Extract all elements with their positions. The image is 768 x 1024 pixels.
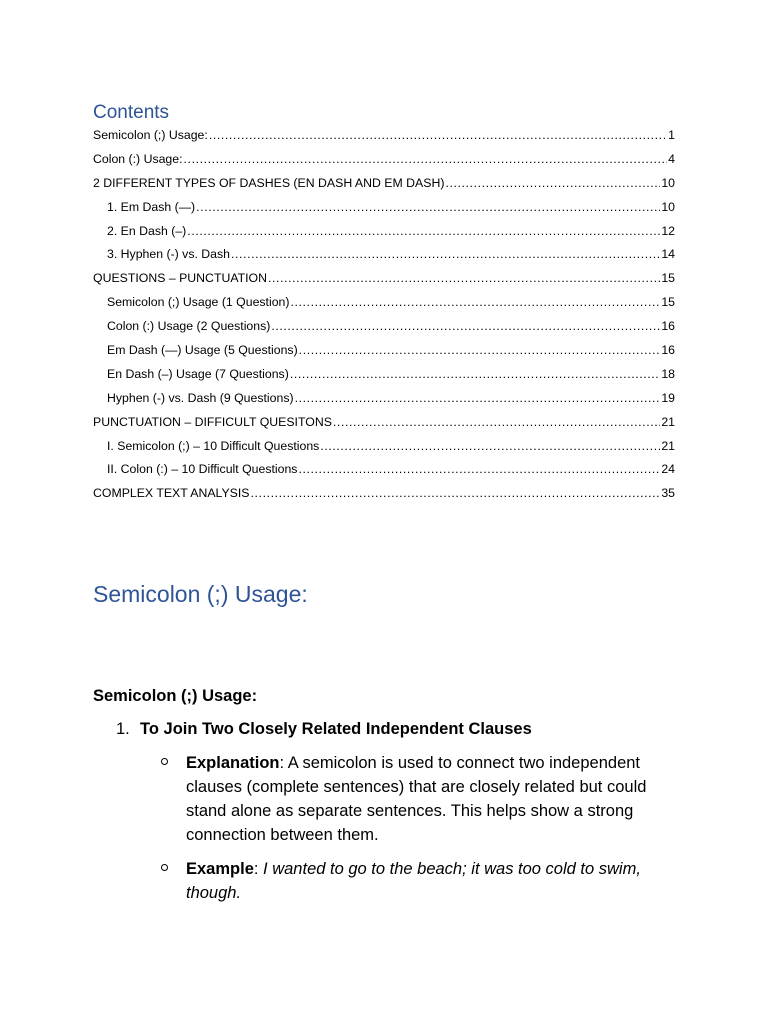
example-text: I wanted to go to the beach; it was too cold to swim, though.: [186, 860, 641, 902]
toc-page-number: 35: [661, 486, 675, 501]
toc-page-number: 10: [661, 199, 675, 214]
toc-entry-text: Hyphen (-) vs. Dash (9 Questions): [107, 390, 294, 405]
toc-dot-leader: [333, 411, 660, 435]
toc-entry[interactable]: [93, 196, 675, 220]
toc-dot-leader: [299, 339, 661, 363]
toc-entry[interactable]: [93, 291, 675, 315]
toc-entry-text: PUNCTUATION – DIFFICULT QUESITONS: [93, 414, 332, 429]
toc-dot-leader: [209, 124, 667, 148]
toc-entry-text: 1. Em Dash (—): [107, 199, 196, 214]
toc-page-number: 4: [668, 151, 675, 166]
hollow-bullet-icon: [161, 758, 168, 765]
toc-entry-text: En Dash (–) Usage (7 Questions): [107, 366, 289, 381]
toc-entry-text: II. Colon (:) – 10 Difficult Questions: [107, 462, 298, 477]
toc-entry[interactable]: [93, 411, 675, 435]
explanation-bullet: [161, 751, 675, 847]
toc-entry-text: I. Semicolon (;) – 10 Difficult Questions: [107, 438, 320, 453]
example-bullet: [161, 857, 675, 905]
toc-dot-leader: [271, 315, 660, 339]
item-number: 1.: [116, 720, 130, 738]
toc-page-number: 24: [661, 462, 675, 477]
toc-dot-leader: [290, 291, 660, 315]
toc-entry[interactable]: [93, 243, 675, 267]
explanation-text: : A semicolon is used to connect two independent clauses (complete sentences) that are closely related but could stand alone as separate sentences. This helps show a strong connection between them.: [186, 754, 647, 844]
toc-entry-text: Em Dash (—) Usage (5 Questions): [107, 343, 298, 358]
toc-page-number: 14: [661, 247, 675, 262]
toc-entry[interactable]: [93, 363, 675, 387]
toc-page-number: 16: [661, 343, 675, 358]
toc-page-number: 21: [661, 438, 675, 453]
toc-page-number: 16: [661, 319, 675, 334]
toc-entry[interactable]: [93, 172, 675, 196]
toc-dot-leader: [295, 387, 661, 411]
toc-page-number: 15: [661, 271, 675, 286]
numbered-item: [116, 717, 532, 741]
toc-entry-text: Colon (:) Usage:: [93, 151, 183, 166]
toc-entry[interactable]: [93, 124, 675, 148]
toc-dot-leader: [268, 267, 660, 291]
toc-page-number: 12: [661, 223, 675, 238]
toc-entry-text: QUESTIONS – PUNCTUATION: [93, 271, 267, 286]
toc-entry-text: 3. Hyphen (-) vs. Dash: [107, 247, 231, 262]
section-heading: Semicolon (;) Usage:: [93, 581, 308, 607]
toc-page-number: 18: [661, 366, 675, 381]
toc-dot-leader: [298, 458, 660, 482]
toc-page-number: 19: [661, 390, 675, 405]
example-label: Example: [186, 860, 254, 878]
toc-dot-leader: [290, 363, 661, 387]
item-title: To Join Two Closely Related Independent Clauses: [140, 720, 532, 738]
toc-entry[interactable]: [93, 315, 675, 339]
explanation-label: Explanation: [186, 754, 280, 772]
toc-dot-leader: [445, 172, 660, 196]
toc-title: Contents: [93, 102, 170, 123]
toc-entry[interactable]: [93, 458, 675, 482]
toc-dot-leader: [320, 435, 660, 459]
toc-entry-text: Semicolon (;) Usage (1 Question): [107, 295, 290, 310]
toc-dot-leader: [196, 196, 660, 220]
toc-dot-leader: [231, 243, 660, 267]
toc-page-number: 10: [661, 175, 675, 190]
toc-page-number: 21: [661, 414, 675, 429]
example-separator: :: [253, 860, 264, 878]
toc-entry[interactable]: [93, 339, 675, 363]
toc-entry[interactable]: [93, 387, 675, 411]
toc-entry-text: 2 DIFFERENT TYPES OF DASHES (EN DASH AND EM DASH): [93, 175, 445, 190]
toc-page-number: 15: [661, 295, 675, 310]
toc-entry-text: Semicolon (;) Usage:: [93, 128, 208, 142]
section-subheading: Semicolon (;) Usage:: [93, 687, 258, 705]
toc-entry-text: 2. En Dash (–): [107, 223, 187, 238]
toc-dot-leader: [184, 148, 668, 172]
toc-dot-leader: [251, 482, 661, 506]
toc-entry[interactable]: [93, 148, 675, 172]
toc-page-number: 1: [668, 128, 675, 142]
hollow-bullet-icon: [161, 864, 168, 871]
toc-entry[interactable]: [93, 482, 675, 506]
toc-entry-text: COMPLEX TEXT ANALYSIS: [93, 486, 250, 501]
toc-entry[interactable]: [93, 435, 675, 459]
table-of-contents: [93, 124, 675, 506]
toc-entry[interactable]: [93, 267, 675, 291]
toc-dot-leader: [187, 220, 660, 244]
toc-entry-text: Colon (:) Usage (2 Questions): [107, 319, 271, 334]
toc-entry[interactable]: [93, 220, 675, 244]
